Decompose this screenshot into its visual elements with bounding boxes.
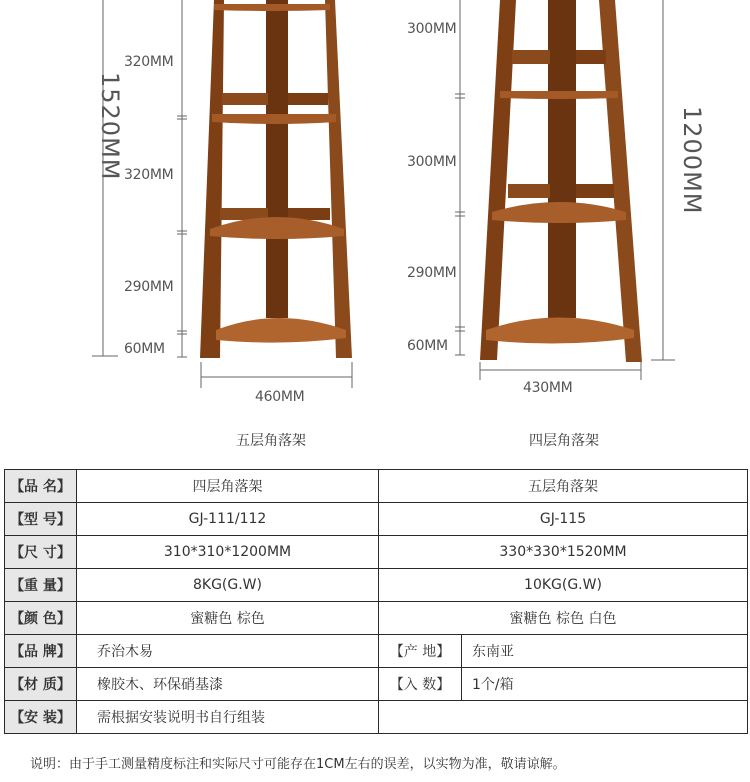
left-total-height: 1520MM	[96, 72, 124, 181]
right-dim-2: 300MM	[407, 154, 457, 170]
left-dim-1: 320MM	[124, 54, 174, 70]
row-label: 【颜 色】	[5, 602, 77, 635]
row-label: 【尺 寸】	[5, 536, 77, 569]
row-label: 【材 质】	[5, 668, 77, 701]
right-width: 430MM	[523, 380, 573, 396]
table-row	[5, 701, 748, 734]
table-row	[5, 536, 748, 569]
cell-value: 五层角落架	[379, 470, 748, 503]
cell-value: 310*310*1200MM	[77, 536, 379, 569]
cell-value: 四层角落架	[77, 470, 379, 503]
spec-table	[4, 469, 748, 734]
row-label: 【型 号】	[5, 503, 77, 536]
cell-value: GJ-111/112	[77, 503, 379, 536]
left-caption: 五层角落架	[236, 433, 306, 449]
right-dim-4: 60MM	[407, 338, 448, 354]
right-dim-3: 290MM	[407, 265, 457, 281]
origin-value: 东南亚	[472, 644, 514, 660]
right-shelf-illustration	[480, 0, 642, 362]
table-row	[5, 602, 748, 635]
brand-value: 乔治木易	[77, 635, 379, 668]
left-dim-3: 290MM	[124, 279, 174, 295]
left-width: 460MM	[255, 389, 305, 405]
left-dim-4: 60MM	[124, 341, 165, 357]
left-dim-2: 320MM	[124, 167, 174, 183]
cell-value: 蜜糖色 棕色 白色	[379, 602, 748, 635]
cell-value: 8KG(G.W)	[77, 569, 379, 602]
right-total-height: 1200MM	[678, 106, 706, 215]
origin-cell	[379, 635, 748, 668]
empty-cell	[379, 701, 748, 734]
row-label: 【重 量】	[5, 569, 77, 602]
row-label: 【安 装】	[5, 701, 77, 734]
install-value: 需根据安装说明书自行组装	[77, 701, 379, 734]
cell-value: GJ-115	[379, 503, 748, 536]
right-dim-1: 300MM	[407, 21, 457, 37]
right-caption: 四层角落架	[529, 433, 599, 449]
quantity-label: 【入 数】	[379, 668, 462, 700]
table-row	[5, 470, 748, 503]
cell-value: 蜜糖色 棕色	[77, 602, 379, 635]
left-shelf-illustration	[200, 0, 352, 358]
table-row	[5, 503, 748, 536]
material-value: 橡胶木、环保硝基漆	[77, 668, 379, 701]
table-row	[5, 668, 748, 701]
table-row	[5, 635, 748, 668]
cell-value: 330*330*1520MM	[379, 536, 748, 569]
row-label: 【品 名】	[5, 470, 77, 503]
quantity-value: 1个/箱	[472, 677, 514, 693]
quantity-cell	[379, 668, 748, 701]
cell-value: 10KG(G.W)	[379, 569, 748, 602]
disclaimer-note: 说明：由于手工测量精度标注和实际尺寸可能存在1CM左右的误差，以实物为准，敬请谅解。	[30, 757, 566, 772]
table-row	[5, 569, 748, 602]
origin-label: 【产 地】	[379, 635, 462, 667]
row-label: 【品 牌】	[5, 635, 77, 668]
